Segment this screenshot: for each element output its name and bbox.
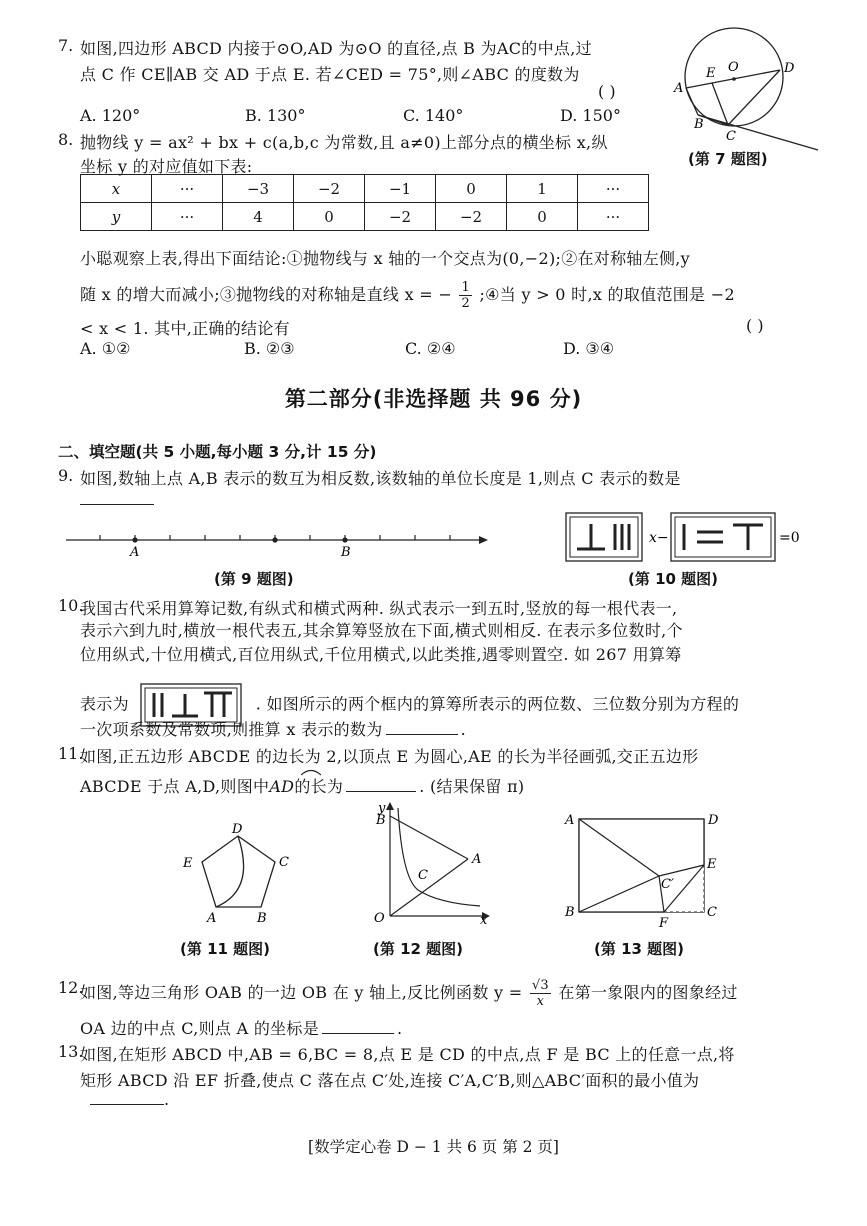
q11-label-c: C: [279, 855, 289, 870]
q11-number: 11.: [58, 744, 84, 763]
q10-text-line5: [80, 717, 466, 740]
table-cell: −3: [223, 175, 294, 203]
q7-option-a: A. 120°: [80, 106, 141, 125]
q9-caption: (第 9 题图): [214, 570, 294, 588]
q10-eq-zero: =0: [779, 530, 800, 546]
q10-text-line4-b: . 如图所示的两个框内的算筹所表示的两位数、三位数分别为方程的: [255, 694, 740, 714]
q9-label-b: B: [341, 545, 351, 560]
q7-option-b: B. 130°: [245, 106, 306, 125]
q12-frac-num: √3: [531, 978, 549, 993]
q12-fraction: [530, 978, 551, 1009]
q10-answer-blank[interactable]: [386, 720, 458, 735]
table-cell: ···: [578, 203, 649, 231]
q12-answer-blank[interactable]: [322, 1019, 394, 1034]
q8-answer-paren: ( ): [746, 316, 764, 335]
q9-point-b: [342, 537, 347, 542]
q12-text-line1-b: 在第一象限内的图象经过: [558, 983, 738, 1002]
q11-text-line2: [80, 774, 524, 797]
q8-text-line2: 坐标 y 的对应值如下表:: [80, 157, 253, 176]
q13-label-f: F: [659, 916, 669, 931]
q12-figure: [368, 798, 498, 928]
q8-text-line4-b: ;④当 y > 0 时,x 的取值范围是 −2: [479, 285, 735, 304]
q11-caption: (第 11 题图): [180, 940, 271, 958]
q13-label-c: C: [707, 905, 717, 920]
q7-label-e: E: [706, 66, 716, 81]
q13-text-end: .: [164, 1090, 170, 1109]
q7-figure: [668, 30, 828, 155]
q11-label-b: B: [257, 911, 267, 926]
q10-eq-x: x−: [649, 530, 669, 546]
q10-text-line5-end: .: [460, 720, 466, 739]
q9-number-line: [64, 530, 494, 560]
q13-label-d: D: [708, 813, 719, 828]
q11-figure: [180, 820, 300, 930]
q8-text-line3: 小聪观察上表,得出下面结论:①抛物线与 x 轴的一个交点为(0,−2);②在对称轴左侧,y: [80, 249, 691, 268]
table-row: [81, 203, 649, 231]
q11-arc-mark: [300, 768, 322, 776]
q12-label-x: x: [480, 913, 488, 928]
q9-label-a: A: [130, 545, 140, 560]
table-cell: 1: [507, 175, 578, 203]
q7-caption: (第 7 题图): [688, 150, 768, 168]
q13-number: 13.: [58, 1042, 84, 1061]
q13-label-c-prime: C′: [661, 877, 674, 892]
q11-arc-ad: AD: [269, 777, 295, 796]
q7-answer-paren: ( ): [598, 82, 616, 101]
q11-text-line2-a: ABCDE 于点 A,D,则图中: [80, 777, 270, 796]
q7-label-c: C: [726, 129, 736, 144]
q13-figure: [560, 806, 730, 930]
q12-text-line2-b: .: [397, 1019, 403, 1038]
section-fill-blank-heading: 二、填空题(共 5 小题,每小题 3 分,计 15 分): [58, 443, 377, 461]
q9-answer-blank[interactable]: [80, 490, 154, 509]
q7-option-c: C. 140°: [403, 106, 464, 125]
q13-text-line2: 矩形 ABCD 沿 EF 折叠,使点 C 落在点 C′处,连接 C′A,C′B,则△ABC′面积的最小值为: [80, 1071, 700, 1090]
q12-label-b: B: [376, 813, 386, 828]
q11-text-line1: 如图,正五边形 ABCDE 的边长为 2,以顶点 E 为圆心,AE 的长为半径画弧,交正五边形: [80, 747, 699, 766]
table-cell: 0: [436, 175, 507, 203]
q8-value-table: [80, 174, 649, 231]
q7-label-d: D: [784, 61, 795, 76]
part2-heading: 第二部分(非选择题 共 96 分): [284, 387, 583, 411]
q8-text-line4-a: 随 x 的增大而减小;③抛物线的对称轴是直线 x = −: [80, 285, 453, 304]
q8-text-line5: < x < 1. 其中,正确的结论有: [80, 319, 290, 338]
q8-text-line1: 抛物线 y = ax² + bx + c(a,b,c 为常数,且 a≠0)上部分点的横坐标 x,纵: [80, 133, 608, 152]
q12-label-c: C: [418, 868, 428, 883]
q8-frac-num: 1: [461, 280, 471, 295]
q12-label-o: O: [374, 911, 385, 926]
q12-frac-den: x: [536, 994, 545, 1009]
q13-caption: (第 13 题图): [594, 940, 685, 958]
page-footer: [数学定心卷 D − 1 共 6 页 第 2 页]: [308, 1138, 559, 1156]
q12-number: 12.: [58, 978, 84, 997]
q9-text-line1: 如图,数轴上点 A,B 表示的数互为相反数,该数轴的单位长度是 1,则点 C 表示的数是: [80, 469, 681, 488]
table-cell: −2: [294, 175, 365, 203]
q9-number: 9.: [58, 466, 74, 485]
q11-text-line2-c: . (结果保留 π): [419, 777, 525, 796]
q7-option-d: D. 150°: [560, 106, 621, 125]
q12-caption: (第 12 题图): [373, 940, 464, 958]
q10-text-line4-a: 表示为: [80, 694, 129, 714]
q7-text-line1: 如图,四边形 ABCD 内接于⊙O,AD 为⊙O 的直径,点 B 为AC的中点,过: [80, 39, 592, 58]
q11-label-d: D: [232, 822, 243, 837]
q7-number: 7.: [58, 36, 74, 55]
table-cell: −1: [365, 175, 436, 203]
q8-option-a: A. ①②: [80, 339, 131, 358]
q8-text-line4: [80, 280, 735, 311]
table-cell: −2: [436, 203, 507, 231]
q10-text-line2: 表示六到九时,横放一根代表五,其余算筹竖放在下面,横式则相反. 在表示多位数时,个: [80, 621, 683, 640]
q13-text-line1: 如图,在矩形 ABCD 中,AB = 6,BC = 8,点 E 是 CD 的中点,点 F 是 BC 上的任意一点,将: [80, 1045, 735, 1064]
table-row: [81, 175, 649, 203]
table-cell: y: [81, 203, 152, 231]
q12-text-line1: [80, 978, 738, 1009]
q10-text-line3: 位用纵式,十位用横式,百位用纵式,千位用横式,以此类推,遇零则置空. 如 267 用算筹: [80, 645, 682, 664]
q13-label-b: B: [565, 905, 575, 920]
q8-fraction: [459, 280, 472, 311]
q7-label-b: B: [694, 117, 704, 132]
q8-option-c: C. ②④: [405, 339, 456, 358]
q13-answer-line: [90, 1090, 169, 1109]
q10-text-line5-a: 一次项系数及常数项,则推算 x 表示的数为: [80, 720, 383, 739]
q12-text-line2: [80, 1016, 402, 1039]
q13-label-e: E: [707, 857, 717, 872]
q13-label-a: A: [565, 813, 575, 828]
table-cell: ···: [152, 203, 223, 231]
q11-label-a: A: [207, 911, 217, 926]
q7-label-a: A: [674, 81, 684, 96]
q12-label-y: y: [378, 801, 386, 816]
q12-text-line2-a: OA 边的中点 C,则点 A 的坐标是: [80, 1019, 320, 1038]
q10-number: 10.: [58, 596, 84, 615]
q10-figure: [565, 512, 805, 568]
table-cell: ···: [578, 175, 649, 203]
table-cell: −2: [365, 203, 436, 231]
q12-text-line1-a: 如图,等边三角形 OAB 的一边 OB 在 y 轴上,反比例函数 y =: [80, 983, 523, 1002]
q7-label-o: O: [728, 60, 739, 75]
table-cell: 0: [507, 203, 578, 231]
q9-point-a: [132, 537, 137, 542]
q11-answer-blank[interactable]: [346, 777, 416, 792]
table-cell: 0: [294, 203, 365, 231]
q7-text-line2: 点 C 作 CE∥AB 交 AD 于点 E. 若∠CED = 75°,则∠ABC 的度数为: [80, 65, 580, 84]
q11-text-line2-b: 的长为: [294, 777, 344, 796]
q12-label-a: A: [472, 852, 482, 867]
table-cell: ···: [152, 175, 223, 203]
table-cell: 4: [223, 203, 294, 231]
q11-label-e: E: [183, 856, 193, 871]
q10-text-line1: 我国古代采用算筹记数,有纵式和横式两种. 纵式表示一到五时,竖放的每一根代表一,: [80, 599, 678, 618]
q13-answer-blank[interactable]: [90, 1090, 164, 1105]
q8-option-d: D. ③④: [563, 339, 615, 358]
q8-option-b: B. ②③: [244, 339, 295, 358]
q9-point-c: [272, 537, 277, 542]
q8-number: 8.: [58, 130, 74, 149]
table-cell: x: [81, 175, 152, 203]
q10-caption: (第 10 题图): [628, 570, 719, 588]
q8-frac-den: 2: [461, 296, 471, 311]
